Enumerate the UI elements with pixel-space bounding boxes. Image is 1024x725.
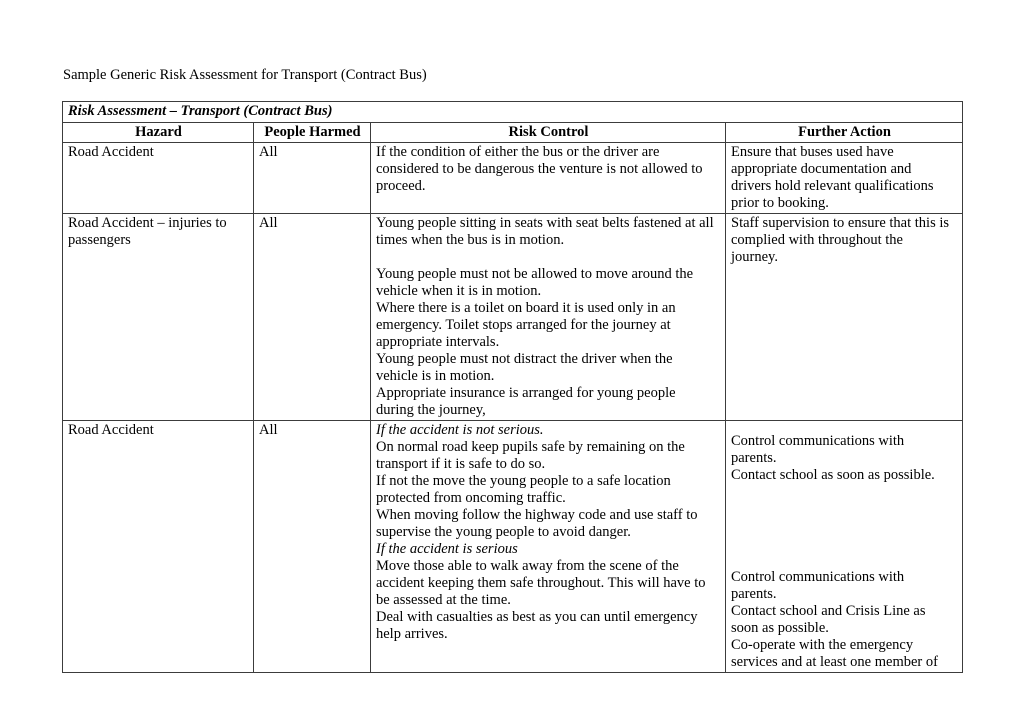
table-row (63, 214, 963, 421)
further-action-line: Control communications with (731, 569, 905, 585)
hazard-text: Road Accident (68, 422, 154, 438)
further-action-line: Ensure that buses used have (731, 144, 894, 160)
hazard-text: passengers (68, 232, 131, 248)
risk-control-heading: If the accident is serious (376, 541, 518, 557)
further-action-line: drivers hold relevant qualifications (731, 178, 934, 194)
table-header-row (63, 123, 963, 143)
risk-control-line: be assessed at the time. (376, 592, 511, 608)
further-action-line: Co-operate with the emergency (731, 637, 914, 653)
further-action-line: services and at least one member of (731, 654, 938, 670)
people-harmed-text: All (259, 215, 278, 231)
risk-control-line: vehicle is in motion. (376, 368, 495, 384)
further-action-line: Control communications with (731, 433, 905, 449)
risk-control-heading: If the accident is not serious. (376, 422, 544, 438)
risk-control-line: Young people sitting in seats with seat belts fastened at all (376, 215, 714, 231)
risk-control-line: times when the bus is in motion. (376, 232, 565, 248)
further-action-line: Contact school and Crisis Line as (731, 603, 926, 619)
risk-assessment-table-container (62, 101, 962, 670)
hazard-text: Road Accident (68, 144, 154, 160)
hazard-text: Road Accident – injuries to (68, 215, 227, 231)
cell-risk-control (371, 421, 726, 673)
column-header-further-action: Further Action (726, 123, 963, 143)
risk-control-line: protected from oncoming traffic. (376, 490, 566, 506)
risk-control-line: help arrives. (376, 626, 448, 642)
cell-further-action (726, 214, 963, 421)
cell-further-action (726, 421, 963, 673)
cell-risk-control (371, 143, 726, 214)
risk-control-line: supervise the young people to avoid danger. (376, 524, 631, 540)
cell-people-harmed (254, 421, 371, 673)
table-caption: Risk Assessment – Transport (Contract Bus) (63, 102, 963, 123)
risk-control-line: Where there is a toilet on board it is used only in an (376, 300, 676, 316)
risk-control-line: Deal with casualties as best as you can until emergency (376, 609, 698, 625)
cell-people-harmed (254, 214, 371, 421)
further-action-line: parents. (731, 586, 777, 602)
risk-control-line: If not the move the young people to a safe location (376, 473, 671, 489)
table-row (63, 421, 963, 673)
further-action-line: soon as possible. (731, 620, 829, 636)
further-action-line: appropriate documentation and (731, 161, 912, 177)
cell-hazard (63, 214, 254, 421)
column-header-risk-control: Risk Control (371, 123, 726, 143)
risk-control-line: Appropriate insurance is arranged for young people (376, 385, 676, 401)
risk-control-line: considered to be dangerous the venture is not allowed to (376, 161, 703, 177)
further-action-line: parents. (731, 450, 777, 466)
further-action-line: complied with throughout the (731, 232, 903, 248)
risk-control-line: appropriate intervals. (376, 334, 500, 350)
risk-control-line: On normal road keep pupils safe by remaining on the (376, 439, 685, 455)
risk-control-line: proceed. (376, 178, 426, 194)
further-action-line: Staff supervision to ensure that this is (731, 215, 950, 231)
further-action-line: prior to booking. (731, 195, 829, 211)
risk-control-line: Young people must not distract the driver when the (376, 351, 673, 367)
further-action-line: journey. (731, 249, 778, 265)
page-title: Sample Generic Risk Assessment for Transport (Contract Bus) (63, 67, 427, 83)
risk-control-line: accident keeping them safe throughout. This will have to (376, 575, 706, 591)
further-action-line: Contact school as soon as possible. (731, 467, 935, 483)
table-caption-row (63, 102, 963, 123)
further-action-block-gap (731, 484, 958, 569)
cell-risk-control (371, 214, 726, 421)
risk-control-blank-line (376, 249, 721, 266)
column-header-people-harmed: People Harmed (254, 123, 371, 143)
risk-control-line: during the journey, (376, 402, 486, 418)
cell-further-action (726, 143, 963, 214)
column-header-hazard: Hazard (63, 123, 254, 143)
risk-control-line: Move those able to walk away from the scene of the (376, 558, 679, 574)
risk-control-line: Young people must not be allowed to move around the (376, 266, 694, 282)
further-action-top-offset (731, 422, 958, 433)
people-harmed-text: All (259, 422, 278, 438)
risk-control-line: transport if it is safe to do so. (376, 456, 546, 472)
people-harmed-text: All (259, 144, 278, 160)
cell-hazard (63, 143, 254, 214)
risk-assessment-table (62, 101, 963, 673)
risk-control-line: If the condition of either the bus or the driver are (376, 144, 660, 160)
risk-control-line: When moving follow the highway code and use staff to (376, 507, 698, 523)
cell-hazard (63, 421, 254, 673)
cell-people-harmed (254, 143, 371, 214)
risk-control-line: vehicle when it is in motion. (376, 283, 542, 299)
table-row (63, 143, 963, 214)
risk-control-line: emergency. Toilet stops arranged for the journey at (376, 317, 671, 333)
